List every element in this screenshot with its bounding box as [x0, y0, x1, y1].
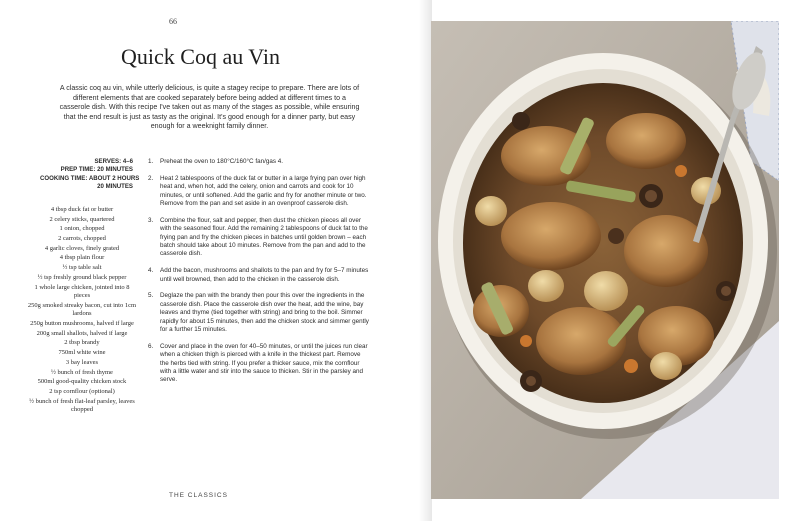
ingredient: ½ bunch of fresh thyme: [51, 368, 113, 376]
method-step: [148, 175, 370, 209]
prep-time: PREP TIME: 20 MINUTES: [60, 166, 133, 174]
recipe-intro: A classic coq au vin, while utterly delicious, is quite a stagey recipe to prepare. There are lots of different elements that are cooked separately before being added at different times to a casserole dish. With this recipe I've taken out as many of the stages as possible, while ensuring that the end result is just as tasty as the original. It's good enough for a dinner party, but easy enough for a weeknight family dinner.: [59, 84, 360, 131]
ingredient: 4 garlic cloves, finely grated: [44, 244, 120, 252]
ingredient: 4 tbsp plain flour: [59, 254, 105, 262]
ingredient-list: [27, 206, 137, 416]
step-number: 2.: [148, 174, 154, 182]
ingredient: 3 bay leaves: [65, 358, 99, 366]
step-number: 4.: [148, 267, 154, 275]
section-footer: THE CLASSICS: [169, 492, 228, 499]
ingredient: 250g smoked streaky bacon, cut into 1cm lardons: [27, 301, 137, 318]
recipe-meta: [40, 158, 140, 191]
step-text: Heat 2 tablespoons of the duck fat or butter in a large frying pan over high heat and, when hot, add the celery, onion and carrots and cook for 10 minutes, or until softened. Add the garlic and fry for another minute or two. Remove from the pan and set aside in an ovenproof casserole dish.: [160, 174, 367, 207]
step-text: Combine the flour, salt and pepper, then dust the chicken pieces all over with the seasoned flour. Add the remaining 2 tablespoons of duck fat to the frying pan and fry the chicken pieces in batches until golden brown – each batch should take about 10 minutes. Remove from the pan and add to the casserole dish.: [160, 216, 368, 258]
step-number: 3.: [148, 216, 154, 224]
ingredient: 250g button mushrooms, halved if large: [30, 320, 134, 328]
method-step: [148, 267, 370, 284]
ingredient: ½ tsp freshly ground black pepper: [37, 273, 127, 281]
step-number: 5.: [148, 292, 154, 300]
ingredient: 2 tsp cornflour (optional): [49, 387, 115, 395]
photo-illustration: [431, 21, 779, 499]
method-step: [148, 343, 370, 385]
step-text: Deglaze the pan with the brandy then pour this over the ingredients in the casserole dish. Place the casserole dish over the heat, add the wine, bay leaves and thyme (tied together with string) and bring to the boil. Simmer rapidly for about 15 minutes, then add the chicken stock and simmer gently for a further 15 minutes.: [160, 292, 369, 333]
method-step: [148, 217, 370, 259]
ingredient: 2 carrots, chopped: [58, 235, 106, 243]
serves: SERVES: 4–6: [94, 158, 133, 165]
ingredient: 500ml good-quality chicken stock: [37, 378, 127, 386]
method-steps: [148, 158, 370, 393]
ingredient: 1 whole large chicken, jointed into 8 pieces: [34, 283, 130, 300]
ingredient: 4 tbsp duck fat or butter: [50, 206, 114, 213]
step-text: Cover and place in the oven for 40–50 minutes, or until the juices run clear when a chicken thigh is pierced with a knife in the thickest part. Remove the herbs tied with string. If you prefer a thicker sauce, mix the cornflour with a little water and stir into the sauce to thicken. Stir in the parsley and serve.: [160, 342, 368, 384]
ingredient: ½ tsp table salt: [62, 264, 102, 272]
page-number: 66: [169, 17, 177, 26]
ingredient: 1 onion, chopped: [59, 225, 105, 233]
step-number: 6.: [148, 342, 154, 350]
ingredient: 2 celery sticks, quartered: [49, 215, 115, 223]
ingredient: 750ml white wine: [58, 349, 106, 357]
method-step: [148, 158, 370, 166]
cooking-time-cont: 20 MINUTES: [97, 182, 133, 190]
ingredient: 200g small shallots, halved if large: [36, 329, 128, 337]
recipe-title: Quick Coq au Vin: [121, 44, 280, 69]
method-step: [148, 292, 370, 334]
ingredient: 2 tbsp brandy: [64, 339, 100, 347]
step-text: Add the bacon, mushrooms and shallots to the pan and fry for 5–7 minutes until well browned, then add to the chicken in the casserole dish.: [160, 267, 369, 283]
cooking-time: COOKING TIME: ABOUT 2 HOURS: [40, 174, 140, 182]
ingredient: ½ bunch of fresh flat-leaf parsley, leaves chopped: [29, 397, 135, 414]
coq-au-vin-photo: [431, 21, 779, 499]
step-number: 1.: [148, 158, 154, 165]
step-text: Preheat the oven to 180°C/160°C fan/gas 4.: [160, 158, 284, 165]
